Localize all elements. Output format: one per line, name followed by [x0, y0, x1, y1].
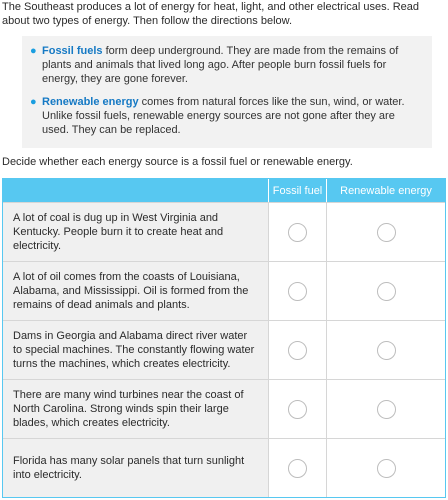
row-prompt: Florida has many solar panels that turn sunlight into electricity. — [3, 439, 269, 497]
fossil-fuel-cell — [269, 321, 327, 379]
column-header-renewable-energy: Renewable energy — [340, 184, 432, 197]
renewable-energy-cell — [327, 203, 445, 261]
renewable-energy-cell — [327, 380, 445, 438]
table-row — [3, 320, 445, 379]
renewable-energy-radio[interactable] — [377, 341, 396, 360]
renewable-energy-cell — [327, 439, 445, 497]
fossil-fuel-radio[interactable] — [288, 223, 307, 242]
row-prompt: A lot of coal is dug up in West Virginia and Kentucky. People burn it to create heat and electricity. — [3, 203, 269, 261]
renewable-energy-cell — [327, 262, 445, 320]
grid-header-blank — [3, 179, 269, 202]
info-term: Fossil fuels — [42, 45, 103, 57]
info-term: Renewable energy — [42, 96, 139, 108]
info-description: form deep underground. They are made from the remains of plants and animals that lived long ago. After people burn fossil fuels for energy, they are gone forever. — [42, 45, 399, 85]
renewable-energy-radio[interactable] — [377, 459, 396, 478]
bullet-icon: ● — [30, 45, 37, 57]
info-item-text — [42, 44, 420, 86]
row-prompt: A lot of oil comes from the coasts of Louisiana, Alabama, and Mississippi. Oil is formed from the remains of dead animals and plants. — [3, 262, 269, 320]
column-header-fossil-fuel: Fossil fuel — [269, 179, 327, 202]
fossil-fuel-cell — [269, 203, 327, 261]
bullet-icon: ● — [30, 96, 37, 108]
info-item-fossil-fuels — [30, 44, 420, 86]
grid-header — [3, 179, 445, 202]
row-prompt: There are many wind turbines near the coast of North Carolina. Strong winds spin their large blades, which creates electricity. — [3, 380, 269, 438]
fossil-fuel-radio[interactable] — [288, 341, 307, 360]
fossil-fuel-cell — [269, 380, 327, 438]
renewable-energy-radio[interactable] — [377, 282, 396, 301]
fossil-fuel-radio[interactable] — [288, 400, 307, 419]
info-item-text — [42, 95, 420, 137]
renewable-energy-cell — [327, 321, 445, 379]
table-row — [3, 438, 445, 497]
fossil-fuel-radio[interactable] — [288, 459, 307, 478]
info-item-renewable-energy — [30, 95, 420, 137]
intro-text: The Southeast produces a lot of energy for heat, light, and other electrical uses. Read about two types of energy. Then follow the directions below. — [2, 1, 420, 27]
renewable-energy-radio[interactable] — [377, 223, 396, 242]
row-prompt: Dams in Georgia and Alabama direct river water to special machines. The constantly flowing water turns the machines, which creates electricity. — [3, 321, 269, 379]
fossil-fuel-cell — [269, 262, 327, 320]
fossil-fuel-radio[interactable] — [288, 282, 307, 301]
table-row — [3, 379, 445, 438]
instruction-text: Decide whether each energy source is a fossil fuel or renewable energy. — [2, 156, 353, 168]
info-description: comes from natural forces like the sun, wind, or water. Unlike fossil fuels, renewable energy sources are not gone after they are used. They can be replaced. — [42, 96, 405, 136]
table-row — [3, 202, 445, 261]
fossil-fuel-cell — [269, 439, 327, 497]
energy-types-box — [22, 36, 432, 148]
renewable-energy-radio[interactable] — [377, 400, 396, 419]
classification-grid — [2, 178, 446, 498]
table-row — [3, 261, 445, 320]
